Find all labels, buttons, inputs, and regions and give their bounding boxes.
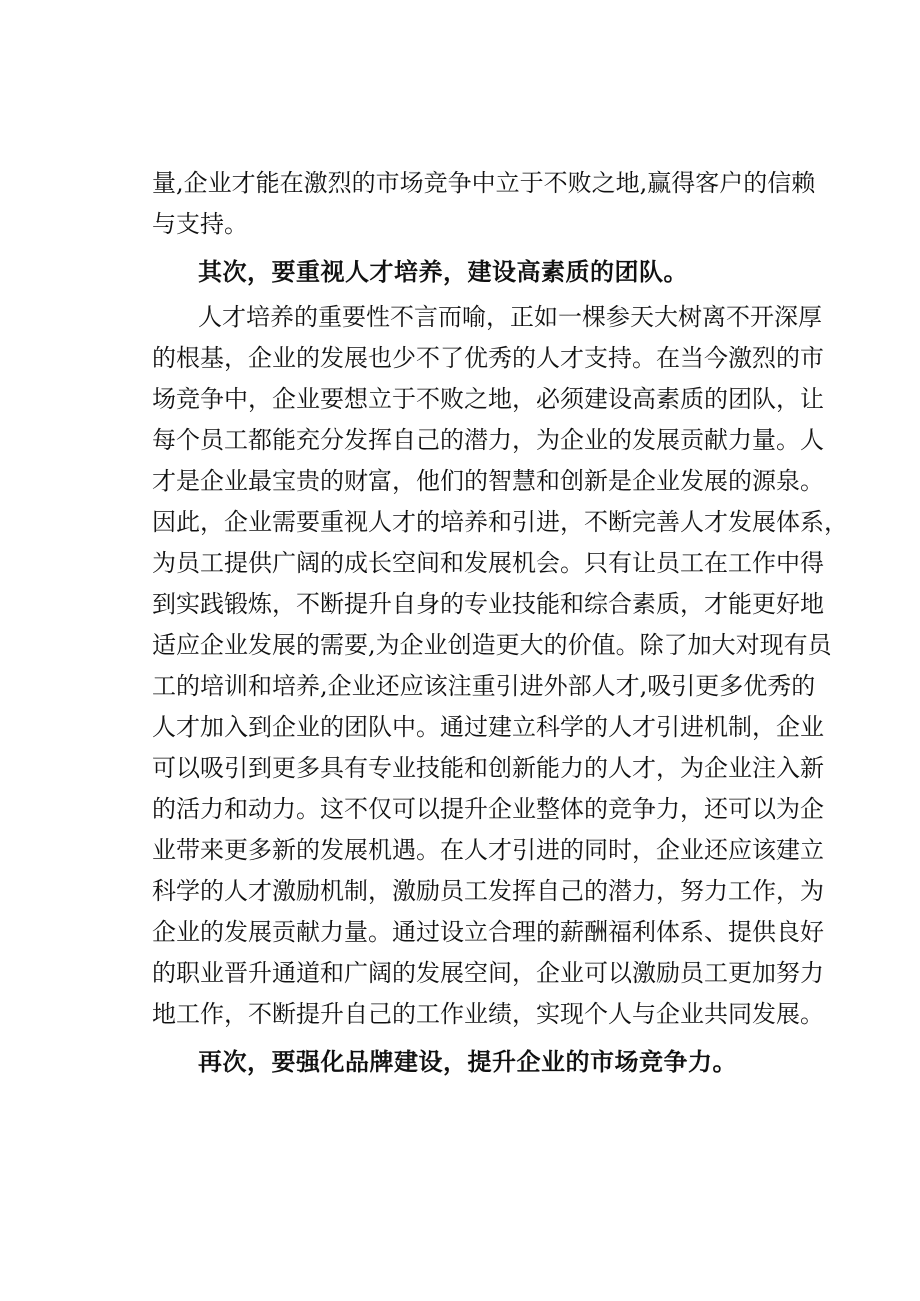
paragraph-line: 场竞争中，企业要想立于不败之地，必须建设高素质的团队，让: [152, 385, 824, 413]
paragraph-line: 适应企业发展的需要,为企业创造更大的价值。除了加大对现有员: [152, 631, 832, 659]
paragraph-line: 的职业晋升通道和广阔的发展空间，企业可以激励员工更加努力: [152, 959, 824, 987]
paragraph-line: 科学的人才激励机制，激励员工发挥自己的潜力，努力工作，为: [152, 877, 824, 905]
carryover-line-1: 量,企业才能在激烈的市场竞争中立于不败之地,赢得客户的信赖: [152, 169, 816, 197]
section-heading-brand: 再次，要强化品牌建设，提升企业的市场竞争力。: [198, 1048, 737, 1076]
paragraph-line: 的活力和动力。这不仅可以提升企业整体的竞争力，还可以为企: [152, 795, 824, 823]
paragraph-line: 的根基，企业的发展也少不了优秀的人才支持。在当今激烈的市: [152, 344, 824, 372]
carryover-line-2: 与支持。: [152, 210, 248, 238]
paragraph-line: 每个员工都能充分发挥自己的潜力，为企业的发展贡献力量。人: [152, 426, 824, 454]
section-heading-talent: 其次，要重视人才培养，建设高素质的团队。: [198, 258, 688, 286]
paragraph-line: 才是企业最宝贵的财富，他们的智慧和创新是企业发展的源泉。: [152, 467, 824, 495]
paragraph-line: 工的培训和培养,企业还应该注重引进外部人才,吸引更多优秀的: [152, 672, 816, 700]
paragraph-line: 为员工提供广阔的成长空间和发展机会。只有让员工在工作中得: [152, 549, 824, 577]
paragraph-line: 业带来更多新的发展机遇。在人才引进的同时，企业还应该建立: [152, 836, 824, 864]
paragraph-line: 人才培养的重要性不言而喻，正如一棵参天大树离不开深厚: [198, 303, 822, 331]
paragraph-line: 可以吸引到更多具有专业技能和创新能力的人才，为企业注入新: [152, 754, 824, 782]
paragraph-line: 人才加入到企业的团队中。通过建立科学的人才引进机制，企业: [152, 713, 824, 741]
paragraph-line: 企业的发展贡献力量。通过设立合理的薪酬福利体系、提供良好: [152, 918, 824, 946]
paragraph-line: 到实践锻炼，不断提升自身的专业技能和综合素质，才能更好地: [152, 590, 824, 618]
paragraph-line: 因此，企业需要重视人才的培养和引进，不断完善人才发展体系，: [152, 508, 848, 536]
paragraph-line: 地工作，不断提升自己的工作业绩，实现个人与企业共同发展。: [152, 1000, 824, 1028]
